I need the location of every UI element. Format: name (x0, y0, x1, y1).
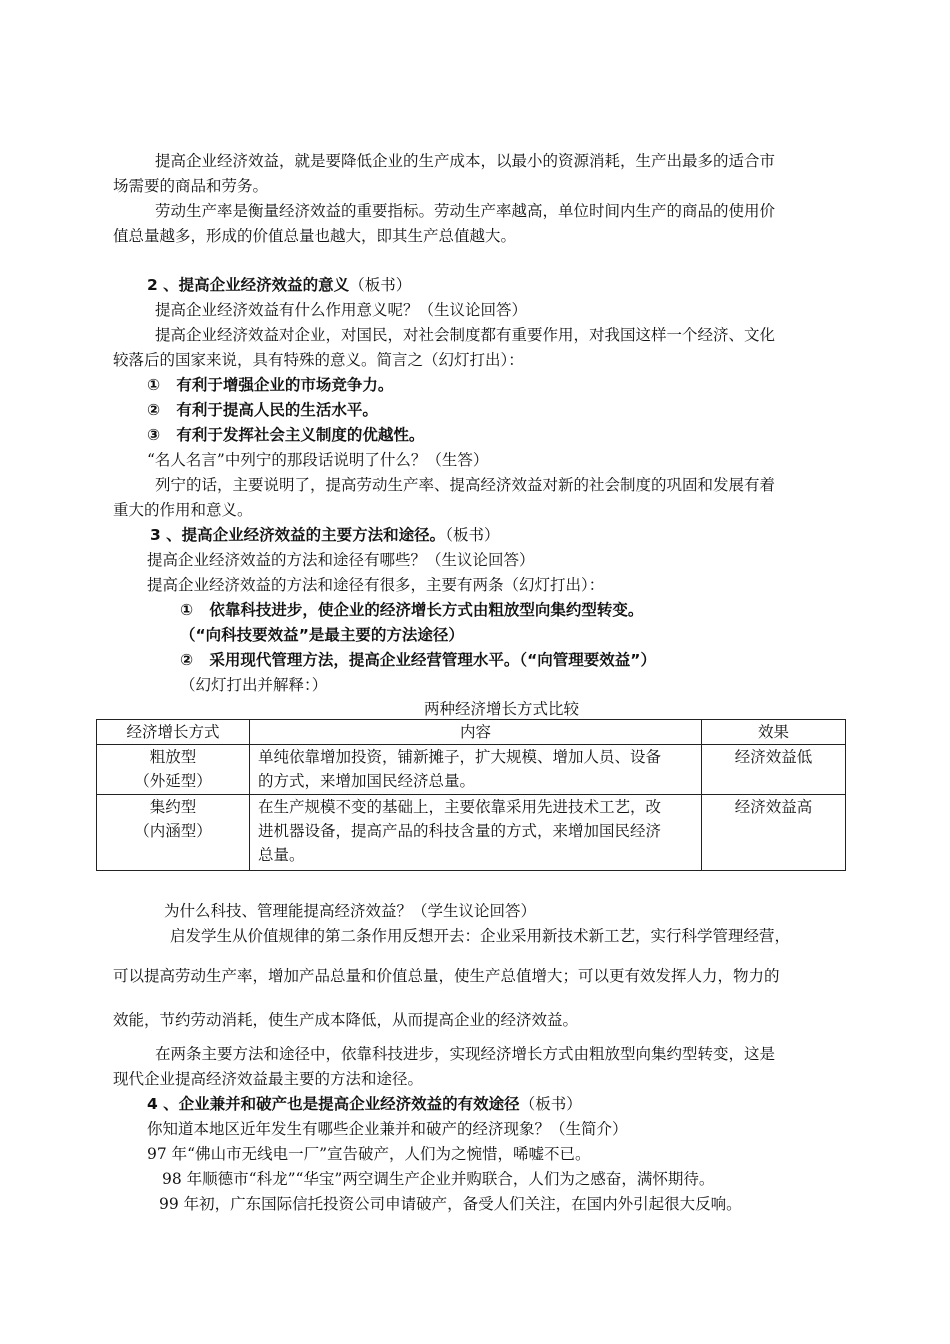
content-line: 进机器设备，提高产品的科技含量的方式，来增加国民经济 (258, 822, 662, 840)
column-header: 效果 (702, 720, 846, 745)
column-header: 内容 (250, 720, 702, 745)
section3-point-1-note: （“向科技要效益”是最主要的方法途径） (180, 626, 464, 644)
content-line: 的方式，来增加国民经济总量。 (258, 772, 476, 790)
point-text: 依靠科技进步，使企业的经济增长方式由粗放型向集约型转变。 (209, 601, 644, 619)
section2-point-1 (147, 375, 393, 395)
table-row (97, 745, 846, 795)
content-line: 单纯依靠增加投资，铺新摊子，扩大规模、增加人员、设备 (258, 748, 662, 766)
point-text: 有利于提高人民的生活水平。 (176, 401, 378, 419)
point-text: 有利于发挥社会主义制度的优越性。 (176, 426, 425, 444)
point-number: ① (180, 601, 194, 619)
para2-line2: 值总量越多，形成的价值总量也越大，即其生产总值越大。 (113, 227, 517, 245)
section2-intro-line2: 较落后的国家来说，具有特殊的意义。简言之（幻灯打出）： (113, 351, 524, 369)
type-alias: （内涵型） (134, 822, 212, 840)
lenin-answer-line2: 重大的作用和意义。 (113, 501, 253, 519)
section3-intro: 提高企业经济效益的方法和途径有很多，主要有两条（幻灯打出）： (147, 576, 605, 594)
section4-question: 你知道本地区近年发生有哪些企业兼并和破产的经济现象？（生简介） (147, 1120, 628, 1138)
discussion-question: 为什么科技、管理能提高经济效益？（学生议论回答） (164, 902, 537, 920)
section2-point-3 (147, 425, 424, 445)
content-cell (250, 795, 702, 871)
column-header: 经济增长方式 (97, 720, 250, 745)
point-text: 有利于增强企业的市场竞争力。 (176, 376, 394, 394)
example-3: 99 年初，广东国际信托投资公司申请破产，备受人们关注，在国内外引起很大反响。 (159, 1195, 742, 1213)
point-number: ② (147, 401, 161, 419)
section3-heading-line (150, 525, 499, 545)
content-line: 在生产规模不变的基础上，主要依靠采用先进技术工艺，改 (258, 798, 662, 816)
growth-mode-comparison-table (96, 719, 846, 871)
summary-line2: 现代企业提高经济效益最主要的方法和途径。 (113, 1070, 424, 1088)
type-name: 集约型 (149, 798, 197, 816)
content-cell (250, 745, 702, 795)
example-1: 97 年“佛山市无线电一厂”宣告破产，人们为之惋惜，唏嘘不已。 (147, 1145, 591, 1163)
section2-intro-line1: 提高企业经济效益对企业，对国民，对社会制度都有重要作用，对我国这样一个经济、文化 (155, 326, 776, 344)
summary-line1: 在两条主要方法和途径中，依靠科技进步，实现经济增长方式由粗放型向集约型转变，这是 (155, 1045, 776, 1063)
effect-cell: 经济效益高 (702, 795, 846, 871)
section3-heading: 3 、提高企业经济效益的主要方法和途径。 (150, 526, 446, 544)
table-header-row (97, 720, 846, 745)
point-number: ① (147, 376, 161, 394)
section2-heading-note: （板书） (349, 276, 412, 294)
type-cell (97, 745, 250, 795)
type-cell (97, 795, 250, 871)
content-line: 总量。 (258, 846, 305, 864)
point-number: ② (180, 651, 194, 669)
discussion-line3: 效能，节约劳动消耗，使生产成本降低，从而提高企业的经济效益。 (113, 1011, 579, 1029)
lenin-answer-line1: 列宁的话，主要说明了，提高劳动生产率、提高经济效益对新的社会制度的巩固和发展有着 (155, 476, 776, 494)
section3-question: 提高企业经济效益的方法和途径有哪些？（生议论回答） (147, 551, 535, 569)
lenin-question: “名人名言”中列宁的那段话说明了什么？（生答） (147, 451, 489, 469)
discussion-line2: 可以提高劳动生产率，增加产品总量和价值总量，使生产总值增大；可以更有效发挥人力，物力的 (113, 967, 780, 985)
effect-cell: 经济效益低 (702, 745, 846, 795)
section2-question: 提高企业经济效益有什么作用意义呢？（生议论回答） (155, 301, 528, 319)
section3-heading-note: （板书） (445, 526, 500, 544)
para1-line2: 场需要的商品和劳务。 (113, 177, 269, 195)
slide-note: （幻灯打出并解释：） (180, 676, 328, 694)
example-2: 98 年顺德市“科龙”“华宝”两空调生产企业并购联合，人们为之感奋，满怀期待。 (162, 1170, 715, 1188)
section2-heading: 2 、提高企业经济效益的意义 (147, 276, 350, 294)
table-row (97, 795, 846, 871)
discussion-line1: 启发学生从价值规律的第二条作用反想开去：企业采用新技术新工艺，实行科学管理经营， (170, 927, 791, 945)
point-text: 采用现代管理方法，提高企业经营管理水平。（“向管理要效益”） (209, 651, 656, 669)
type-alias: （外延型） (134, 772, 212, 790)
section4-heading-note: （板书） (519, 1095, 582, 1113)
section3-point-1 (180, 600, 643, 620)
section4-heading: 4 、企业兼并和破产也是提高企业经济效益的有效途径 (147, 1095, 520, 1113)
point-number: ③ (147, 426, 161, 444)
section2-heading-line (147, 275, 411, 295)
section2-point-2 (147, 400, 378, 420)
type-name: 粗放型 (149, 748, 197, 766)
para1-line1: 提高企业经济效益，就是要降低企业的生产成本，以最小的资源消耗，生产出最多的适合市 (155, 152, 776, 170)
table-caption: 两种经济增长方式比较 (424, 700, 580, 718)
section3-point-2 (180, 650, 656, 670)
para2-line1: 劳动生产率是衡量经济效益的重要指标。劳动生产率越高，单位时间内生产的商品的使用价 (155, 202, 776, 220)
section4-heading-line (147, 1094, 582, 1114)
